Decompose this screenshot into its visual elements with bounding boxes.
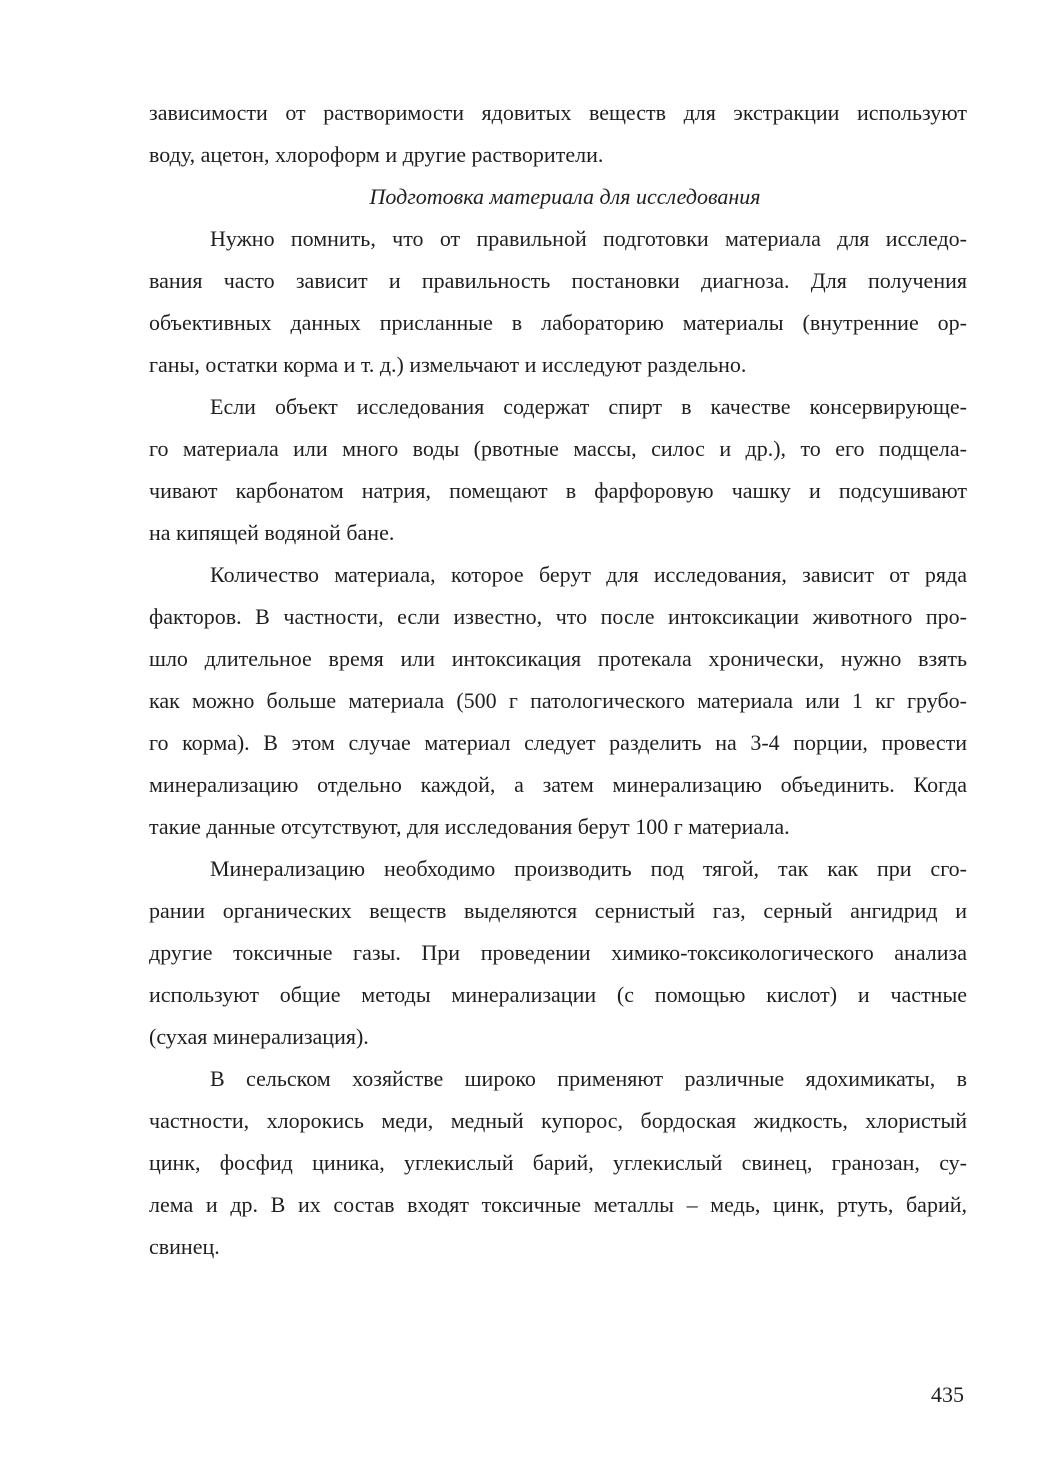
- text-line: шло длительное время или интоксикация протекала хронически, нужно взять: [149, 646, 967, 671]
- text-line: рании органических веществ выделяются сернистый газ, серный ангидрид и: [149, 898, 967, 923]
- paragraph-agrochemicals: [149, 1058, 967, 1268]
- text-line: используют общие методы минерализации (с помощью кислот) и частные: [149, 982, 967, 1007]
- text-line: факторов. В частности, если известно, что после интоксикации животного про-: [149, 604, 967, 629]
- text-line: ганы, остатки корма и т. д.) измельчают и исследуют раздельно.: [149, 352, 747, 377]
- text-line: минерализацию отдельно каждой, а затем минерализацию объединить. Когда: [149, 772, 967, 797]
- text-line: на кипящей водяной бане.: [149, 520, 395, 545]
- text-line: го материала или много воды (рвотные массы, силос и др.), то его подщела-: [149, 436, 967, 461]
- text-line: зависимости от растворимости ядовитых веществ для экстракции используют: [149, 100, 967, 125]
- section-heading: Подготовка материала для исследования: [369, 184, 761, 209]
- text-line: Минерализацию необходимо производить под тягой, так как при сго-: [210, 856, 967, 881]
- text-line: (сухая минерализация).: [149, 1024, 369, 1049]
- text-line: другие токсичные газы. При проведении химико-токсикологического анализа: [149, 940, 967, 965]
- page-number: 435: [931, 1382, 964, 1407]
- text-line: вания часто зависит и правильность постановки диагноза. Для получения: [149, 268, 967, 293]
- text-line: частности, хлорокись меди, медный купорос, бордоская жидкость, хлористый: [149, 1108, 967, 1133]
- text-line: объективных данных присланные в лабораторию материалы (внутренние ор-: [149, 310, 967, 335]
- intro-paragraph: [149, 92, 967, 176]
- paragraph-quantity: [149, 554, 967, 848]
- text-line: свинец.: [149, 1234, 220, 1259]
- text-line: Нужно помнить, что от правильной подготовки материала для исследо-: [210, 226, 967, 251]
- text-line: Количество материала, которое берут для исследования, зависит от ряда: [210, 562, 967, 587]
- text-line: Если объект исследования содержат спирт в качестве консервирующе-: [210, 394, 967, 419]
- text-line: чивают карбонатом натрия, помещают в фарфоровую чашку и подсушивают: [149, 478, 967, 503]
- text-line: воду, ацетон, хлороформ и другие растворители.: [149, 142, 604, 167]
- paragraph-alcohol: [149, 386, 967, 554]
- text-line: го корма). В этом случае материал следует разделить на 3-4 порции, провести: [149, 730, 967, 755]
- text-line: такие данные отсутствуют, для исследования берут 100 г материала.: [149, 814, 790, 839]
- text-line: В сельском хозяйстве широко применяют различные ядохимикаты, в: [210, 1066, 967, 1091]
- text-line: как можно больше материала (500 г патологического материала или 1 кг грубо-: [149, 688, 967, 713]
- text-line: цинк, фосфид циника, углекислый барий, углекислый свинец, гранозан, су-: [149, 1150, 967, 1175]
- page-body: [149, 92, 967, 1268]
- paragraph-mineralization: [149, 848, 967, 1058]
- paragraph-preparation: [149, 218, 967, 386]
- text-line: лема и др. В их состав входят токсичные металлы – медь, цинк, ртуть, барий,: [149, 1192, 967, 1217]
